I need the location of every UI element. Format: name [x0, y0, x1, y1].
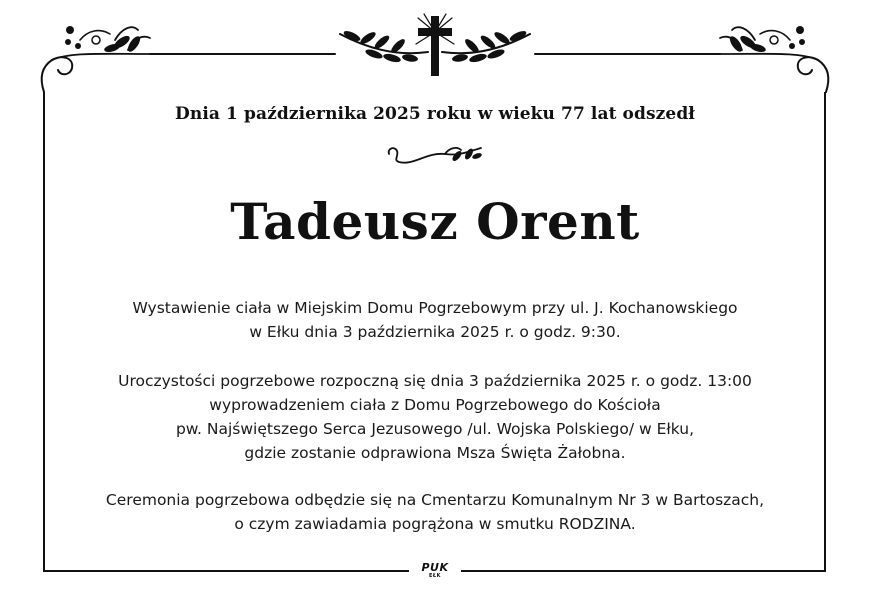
cross-with-laurel-icon: [340, 14, 530, 76]
paragraph-line: gdzie zostanie odprawiona Msza Święta Żałobna.: [244, 444, 626, 462]
puk-logo: [415, 562, 455, 584]
frame-bottom-border-left: [43, 570, 409, 572]
deceased-name: Tadeusz Orent: [230, 192, 640, 251]
burial-paragraph: [60, 488, 810, 536]
logo-sub-text: EŁK: [428, 573, 441, 579]
paragraph-line: Uroczystości pogrzebowe rozpoczną się dnia 3 października 2025 r. o godz. 13:00: [118, 372, 752, 390]
top-ornament: [0, 0, 870, 100]
death-announcement-headline: Dnia 1 października 2025 roku w wieku 77 lat odszedł: [175, 104, 695, 124]
frame-right-border: [824, 92, 826, 572]
paragraph-line: pw. Najświętszego Serca Jezusowego /ul. Wojska Polskiego/ w Ełku,: [175, 420, 695, 438]
logo-main-text: PUK: [421, 561, 449, 574]
paragraph-line: w Ełku dnia 3 października 2025 r. o godz. 9:30.: [249, 323, 621, 341]
funeral-ceremony-paragraph: [60, 369, 810, 465]
frame-bottom-border-right: [461, 570, 826, 572]
leaf-swirl-icon: [385, 142, 485, 170]
paragraph-line: Wystawienie ciała w Miejskim Domu Pogrzebowym przy ul. J. Kochanowskiego: [132, 299, 738, 317]
paragraph-line: o czym zawiadamia pogrążona w smutku RODZINA.: [234, 515, 636, 533]
paragraph-line: Ceremonia pogrzebowa odbędzie się na Cmentarzu Komunalnym Nr 3 w Bartoszach,: [105, 491, 765, 509]
floral-scroll-icon: [720, 27, 828, 92]
viewing-paragraph: [60, 296, 810, 344]
frame-left-border: [43, 92, 45, 572]
floral-scroll-icon: [42, 27, 150, 92]
paragraph-line: wyprowadzeniem ciała z Domu Pogrzebowego do Kościoła: [209, 396, 661, 414]
